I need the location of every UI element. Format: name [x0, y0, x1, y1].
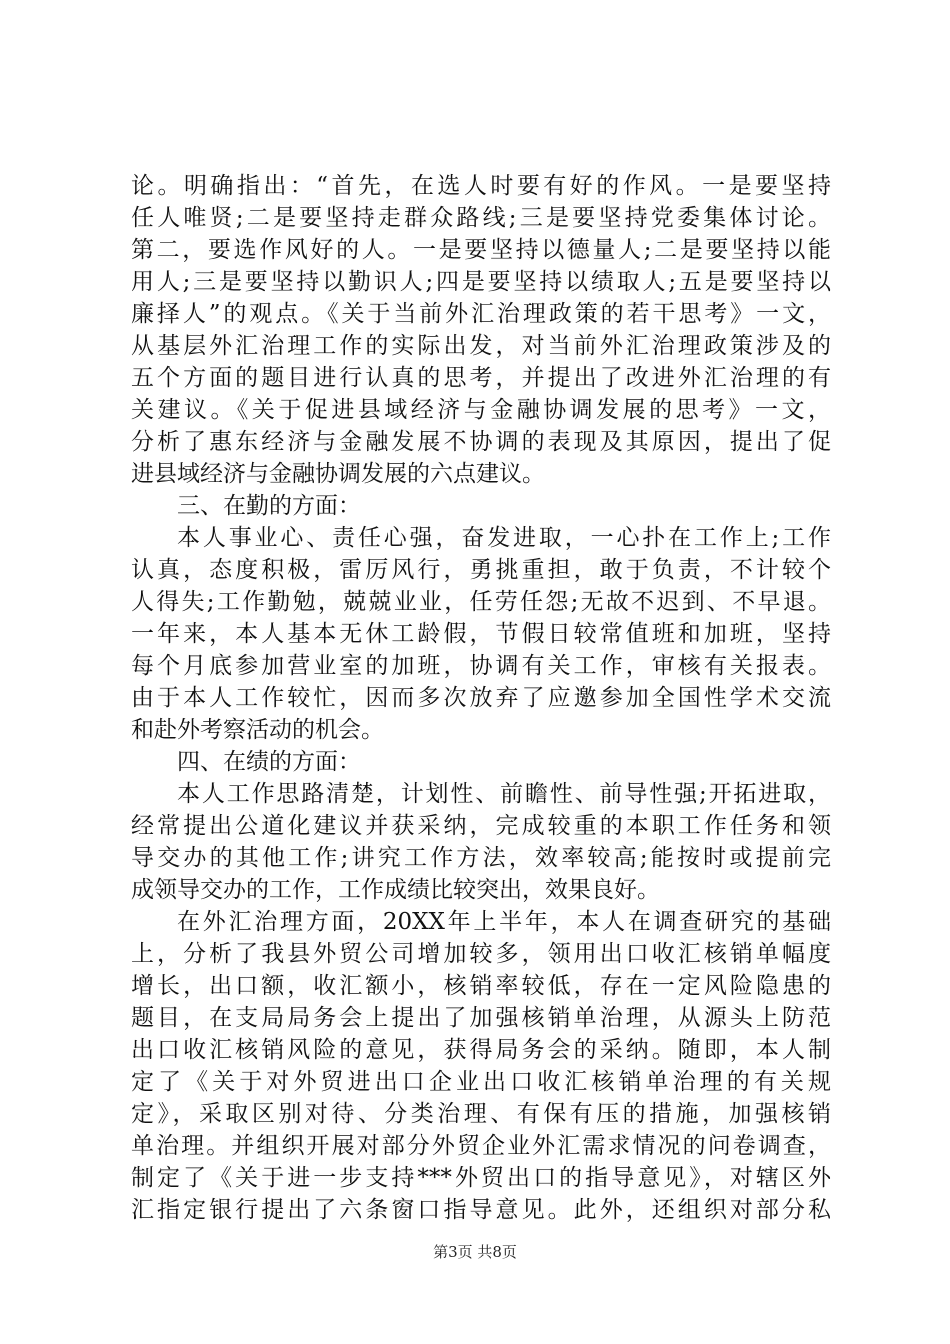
text-line: 每个月底参加营业室的加班，协调有关工作，审核有关报表。	[131, 653, 831, 679]
section-heading: 四、在绩的方面：	[177, 749, 361, 775]
text-line: 定》，采取区别对待、分类治理、有保有压的措施，加强核销	[131, 1101, 831, 1127]
text-line: 第二，要选作风好的人。一是要坚持以德量人;二是要坚持以能	[131, 237, 831, 263]
text-line: 一年来，本人基本无休工龄假，节假日较常值班和加班，坚持	[131, 621, 831, 647]
text-line: 任人唯贤;二是要坚持走群众路线;三是要坚持党委集体讨论。	[131, 205, 831, 231]
text-line: 用人;三是要坚持以勤识人;四是要坚持以绩取人;五是要坚持以	[131, 269, 831, 295]
page-number-footer: 第3页 共8页	[433, 1243, 517, 1261]
text-line: 进县域经济与金融协调发展的六点建议。	[131, 461, 545, 487]
text-line: 关建议。《关于促进县域经济与金融协调发展的思考》一文，	[131, 397, 831, 423]
text-line: 在外汇治理方面，20XX年上半年，本人在调查研究的基础	[177, 909, 831, 935]
text-line: 增长，出口额，收汇额小，核销率较低，存在一定风险隐患的	[131, 973, 831, 999]
text-line: 人得失;工作勤勉，兢兢业业，任劳任怨;无故不迟到、不早退。	[131, 589, 831, 615]
text-line: 单治理。并组织开展对部分外贸企业外汇需求情况的问卷调查，	[131, 1133, 831, 1159]
text-line: 从基层外汇治理工作的实际出发，对当前外汇治理政策涉及的	[131, 333, 831, 359]
text-line: 本人工作思路清楚，计划性、前瞻性、前导性强;开拓进取，	[177, 781, 831, 807]
text-line: 制定了《关于进一步支持***外贸出口的指导意见》，对辖区外	[131, 1165, 831, 1191]
document-body	[131, 170, 831, 1226]
section-heading: 三、在勤的方面：	[177, 493, 361, 519]
text-line: 本人事业心、责任心强，奋发进取，一心扑在工作上;工作	[177, 525, 831, 551]
text-line: 分析了惠东经济与金融发展不协调的表现及其原因，提出了促	[131, 429, 831, 455]
text-line: 定了《关于对外贸进出口企业出口收汇核销单治理的有关规	[131, 1069, 831, 1095]
text-line: 廉择人”的观点。《关于当前外汇治理政策的若干思考》一文，	[131, 301, 831, 327]
text-line: 和赴外考察活动的机会。	[131, 717, 384, 743]
text-line: 经常提出公道化建议并获采纳，完成较重的本职工作任务和领	[131, 813, 831, 839]
text-line: 论。明确指出：“首先，在选人时要有好的作风。一是要坚持	[131, 173, 831, 199]
text-line: 由于本人工作较忙，因而多次放弃了应邀参加全国性学术交流	[131, 685, 831, 711]
text-line: 导交办的其他工作;讲究工作方法，效率较高;能按时或提前完	[131, 845, 831, 871]
text-line: 上，分析了我县外贸公司增加较多，领用出口收汇核销单幅度	[131, 941, 831, 967]
text-line: 出口收汇核销风险的意见，获得局务会的采纳。随即，本人制	[131, 1037, 831, 1063]
text-line: 题目，在支局局务会上提出了加强核销单治理，从源头上防范	[131, 1005, 831, 1031]
text-line: 认真，态度积极，雷厉风行，勇挑重担，敢于负责，不计较个	[131, 557, 831, 583]
text-line: 成领导交办的工作，工作成绩比较突出，效果良好。	[131, 877, 660, 903]
text-line: 五个方面的题目进行认真的思考，并提出了改进外汇治理的有	[131, 365, 831, 391]
text-line: 汇指定银行提出了六条窗口指导意见。此外，还组织对部分私	[131, 1197, 831, 1223]
